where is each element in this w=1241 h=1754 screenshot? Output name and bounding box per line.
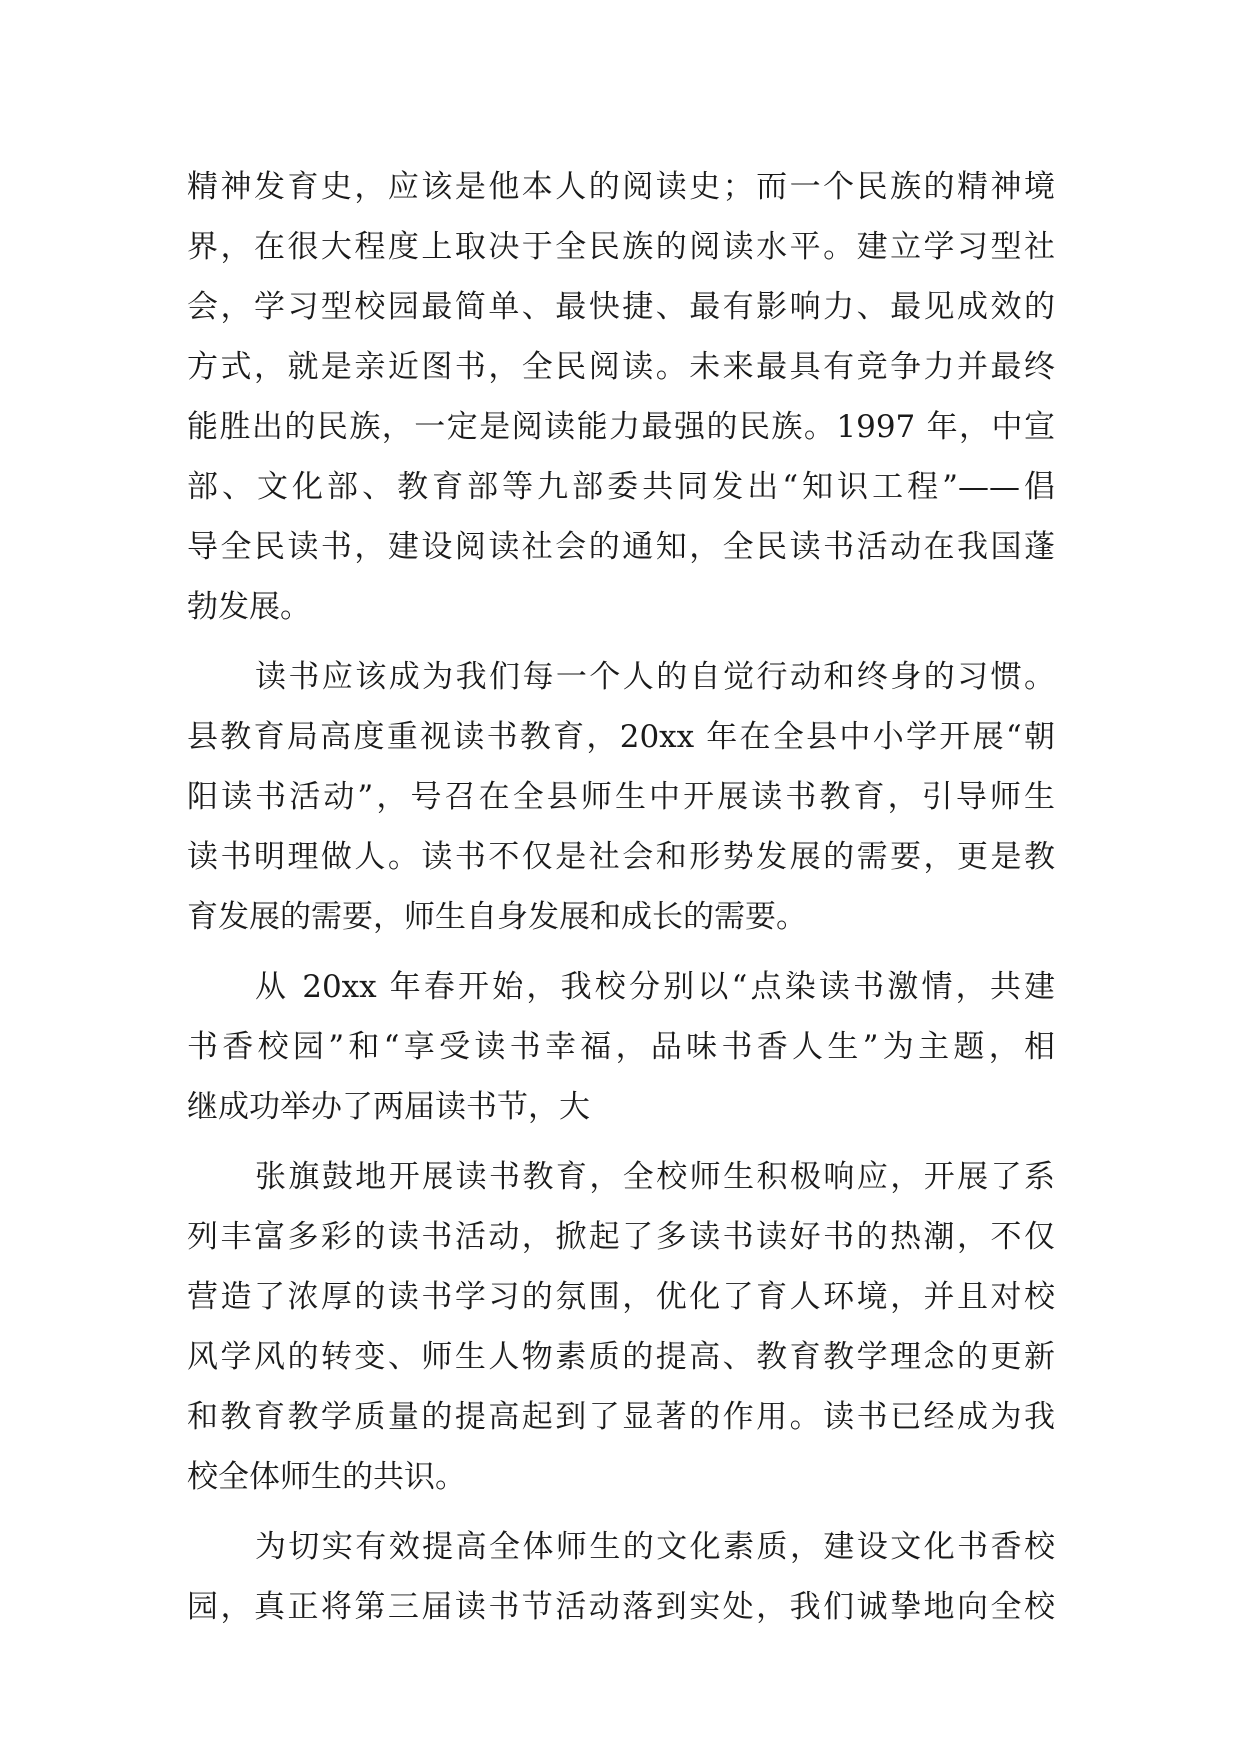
text-line: 和教育教学质量的提高起到了显著的作用。读书已经成为我: [187, 1399, 1055, 1435]
text-line: 从 20xx 年春开始，我校分别以“点染读书激情，共建: [255, 969, 1055, 1005]
text-line: 育发展的需要，师生自身发展和成长的需要。: [187, 899, 807, 935]
paragraph: [187, 1147, 1055, 1507]
text-line: 精神发育史，应该是他本人的阅读史；而一个民族的精神境: [187, 169, 1055, 205]
text-line: 营造了浓厚的读书学习的氛围，优化了育人环境，并且对校: [187, 1279, 1055, 1315]
text-line: 勃发展。: [187, 589, 311, 625]
paragraph: [187, 957, 1055, 1137]
text-line: 导全民读书，建设阅读社会的通知，全民读书活动在我国蓬: [187, 529, 1055, 565]
text-line: 书香校园”和“享受读书幸福，品味书香人生”为主题，相: [187, 1029, 1055, 1065]
text-line: 校全体师生的共识。: [187, 1459, 466, 1495]
paragraph: [187, 157, 1055, 637]
text-line: 园，真正将第三届读书节活动落到实处，我们诚挚地向全校: [187, 1589, 1055, 1625]
text-line: 能胜出的民族，一定是阅读能力最强的民族。1997 年，中宣: [187, 409, 1055, 445]
text-line: 部、文化部、教育部等九部委共同发出“知识工程”——倡: [187, 469, 1055, 505]
document-body: [187, 157, 1055, 1637]
text-line: 读书明理做人。读书不仅是社会和形势发展的需要，更是教: [187, 839, 1055, 875]
text-line: 为切实有效提高全体师生的文化素质，建设文化书香校: [255, 1529, 1055, 1565]
text-line: 阳读书活动”，号召在全县师生中开展读书教育，引导师生: [187, 779, 1055, 815]
text-line: 界，在很大程度上取决于全民族的阅读水平。建立学习型社: [187, 229, 1055, 265]
text-line: 读书应该成为我们每一个人的自觉行动和终身的习惯。: [255, 659, 1055, 695]
text-line: 方式，就是亲近图书，全民阅读。未来最具有竞争力并最终: [187, 349, 1055, 385]
text-line: 张旗鼓地开展读书教育，全校师生积极响应，开展了系: [255, 1159, 1055, 1195]
text-line: 会，学习型校园最简单、最快捷、最有影响力、最见成效的: [187, 289, 1055, 325]
text-line: 列丰富多彩的读书活动，掀起了多读书读好书的热潮，不仅: [187, 1219, 1055, 1255]
text-line: 风学风的转变、师生人物素质的提高、教育教学理念的更新: [187, 1339, 1055, 1375]
paragraph: [187, 1517, 1055, 1637]
text-line: 县教育局高度重视读书教育，20xx 年在全县中小学开展“朝: [187, 719, 1055, 755]
text-line: 继成功举办了两届读书节，大: [187, 1089, 590, 1125]
paragraph: [187, 647, 1055, 947]
